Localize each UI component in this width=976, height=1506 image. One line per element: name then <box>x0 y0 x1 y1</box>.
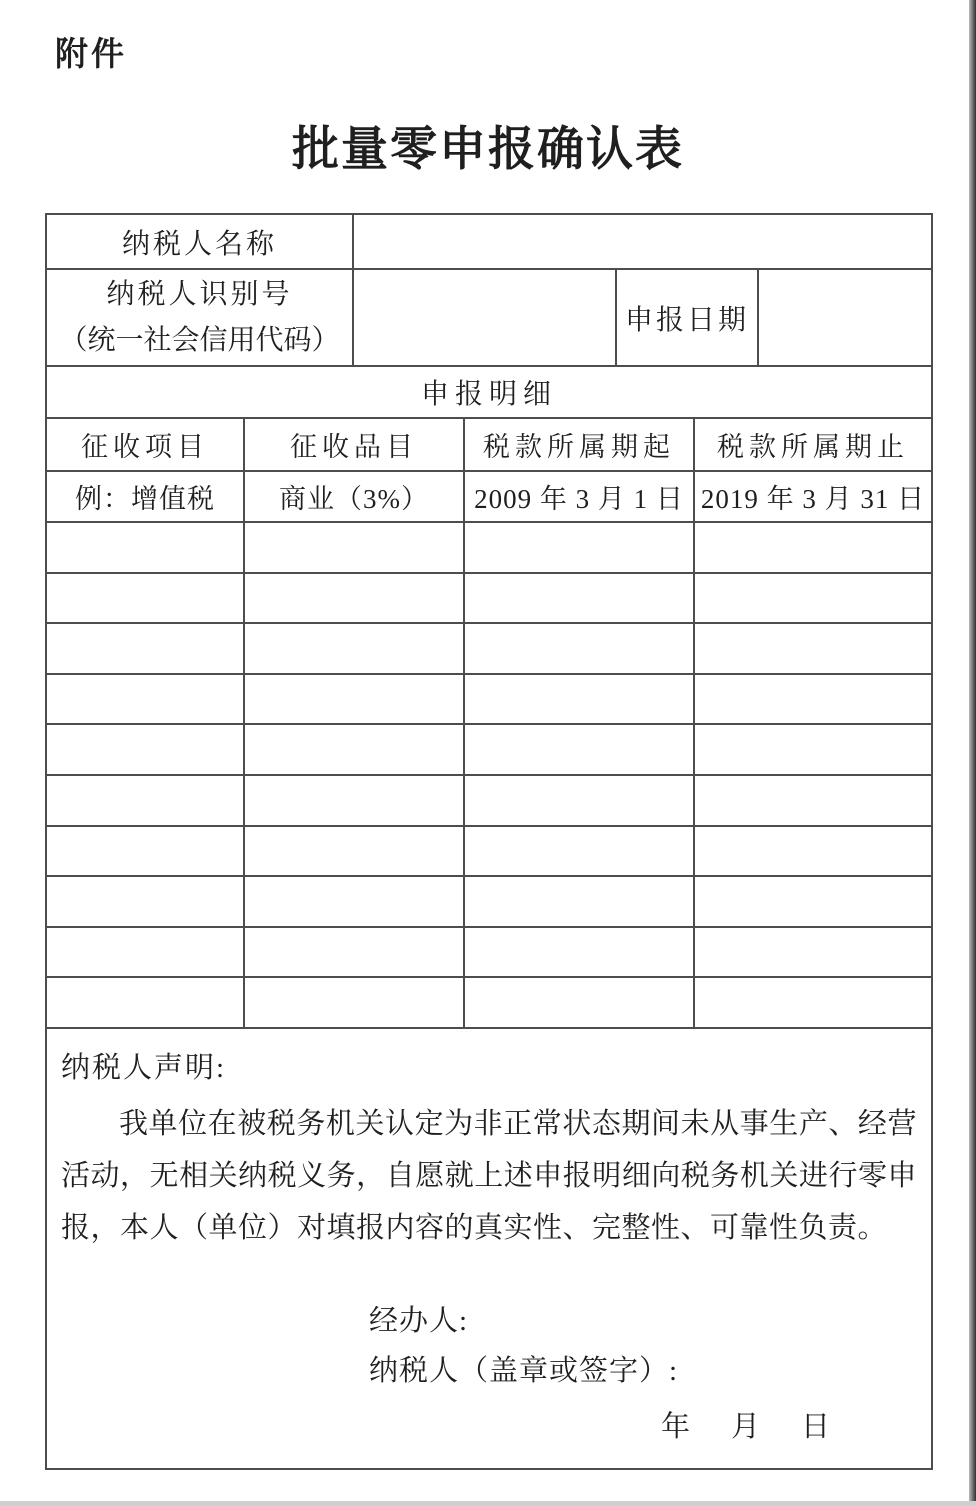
table-row <box>47 978 931 1029</box>
taxpayer-sign-label: 纳税人（盖章或签字）: <box>369 1354 679 1387</box>
table-row <box>47 574 931 625</box>
taxpayer-id-value <box>354 270 617 365</box>
form-title: 批量零申报确认表 <box>292 124 684 176</box>
table-row <box>47 624 931 675</box>
column-header: 征收项目 <box>47 419 245 470</box>
empty-rows <box>47 523 931 1029</box>
handler-label: 经办人: <box>369 1304 469 1337</box>
example-cell: 例：增值税 <box>47 472 245 521</box>
declaration-heading: 纳税人声明: <box>61 1051 227 1084</box>
taxpayer-id-label <box>47 270 354 365</box>
empty-cell <box>695 928 931 977</box>
empty-cell <box>245 978 465 1027</box>
table-row <box>47 877 931 928</box>
empty-cell <box>245 877 465 926</box>
empty-cell <box>695 776 931 825</box>
declare-date-value <box>759 270 931 365</box>
empty-cell <box>695 725 931 774</box>
table-row <box>47 725 931 776</box>
empty-cell <box>465 928 695 977</box>
detail-section-row <box>47 367 931 419</box>
signature-block <box>369 1296 917 1396</box>
empty-cell <box>695 978 931 1027</box>
empty-cell <box>695 827 931 876</box>
empty-cell <box>245 725 465 774</box>
empty-cell <box>47 928 245 977</box>
column-header: 税款所属期止 <box>717 432 909 462</box>
empty-cell <box>465 523 695 572</box>
empty-cell <box>47 675 245 724</box>
column-header: 征收品目 <box>245 419 465 470</box>
empty-cell <box>465 978 695 1027</box>
declaration-body: 我单位在被税务机关认定为非正常状态期间未从事生产、经营活动，无相关纳税义务，自愿就上述申报明细向税务机关进行零申报，本人（单位）对填报内容的真实性、完整性、可靠性负责。 <box>61 1107 917 1244</box>
declaration-section <box>47 1029 931 1468</box>
table-row <box>47 776 931 827</box>
empty-cell <box>245 574 465 623</box>
empty-cell <box>245 827 465 876</box>
taxpayer-name-label: 纳税人名称 <box>47 215 354 268</box>
empty-cell <box>465 675 695 724</box>
taxpayer-id-label-line1: 纳税人识别号 <box>106 278 293 310</box>
empty-cell <box>465 574 695 623</box>
empty-cell <box>245 675 465 724</box>
scan-edge-right <box>969 0 976 1506</box>
empty-cell <box>245 624 465 673</box>
empty-cell <box>695 523 931 572</box>
empty-cell <box>465 725 695 774</box>
date-line: 年 月 日 <box>661 1410 837 1443</box>
empty-cell <box>47 523 245 572</box>
empty-cell <box>47 877 245 926</box>
example-cell: 2009 年 3 月 1 日 <box>465 472 695 521</box>
example-cell: 商业（3%） <box>245 472 465 521</box>
empty-cell <box>465 827 695 876</box>
empty-cell <box>47 624 245 673</box>
empty-cell <box>47 827 245 876</box>
empty-cell <box>695 624 931 673</box>
empty-cell <box>47 776 245 825</box>
empty-cell <box>695 574 931 623</box>
empty-cell <box>47 574 245 623</box>
example-cell: 2019 年 3 月 31 日 <box>700 484 926 514</box>
empty-cell <box>245 523 465 572</box>
taxpayer-name-value <box>354 215 931 268</box>
empty-cell <box>465 877 695 926</box>
empty-cell <box>465 776 695 825</box>
empty-cell <box>695 675 931 724</box>
table-row <box>47 523 931 574</box>
empty-cell <box>695 877 931 926</box>
column-header: 税款所属期起 <box>465 419 695 470</box>
detail-section-title: 申报明细 <box>420 379 557 410</box>
taxpayer-id-row <box>47 270 931 367</box>
empty-cell <box>245 928 465 977</box>
example-row <box>47 472 931 523</box>
table-row <box>47 928 931 979</box>
empty-cell <box>47 978 245 1027</box>
empty-cell <box>465 624 695 673</box>
taxpayer-name-row <box>47 215 931 270</box>
empty-cell <box>47 725 245 774</box>
empty-cell <box>245 776 465 825</box>
detail-header-row <box>47 419 931 472</box>
form-table <box>45 213 933 1470</box>
attachment-label: 附件 <box>55 35 127 72</box>
table-row <box>47 827 931 878</box>
scan-edge-bottom <box>0 1501 976 1506</box>
table-row <box>47 675 931 726</box>
taxpayer-id-label-line2: （统一社会信用代码） <box>59 324 340 356</box>
declare-date-label: 申报日期 <box>617 270 759 365</box>
